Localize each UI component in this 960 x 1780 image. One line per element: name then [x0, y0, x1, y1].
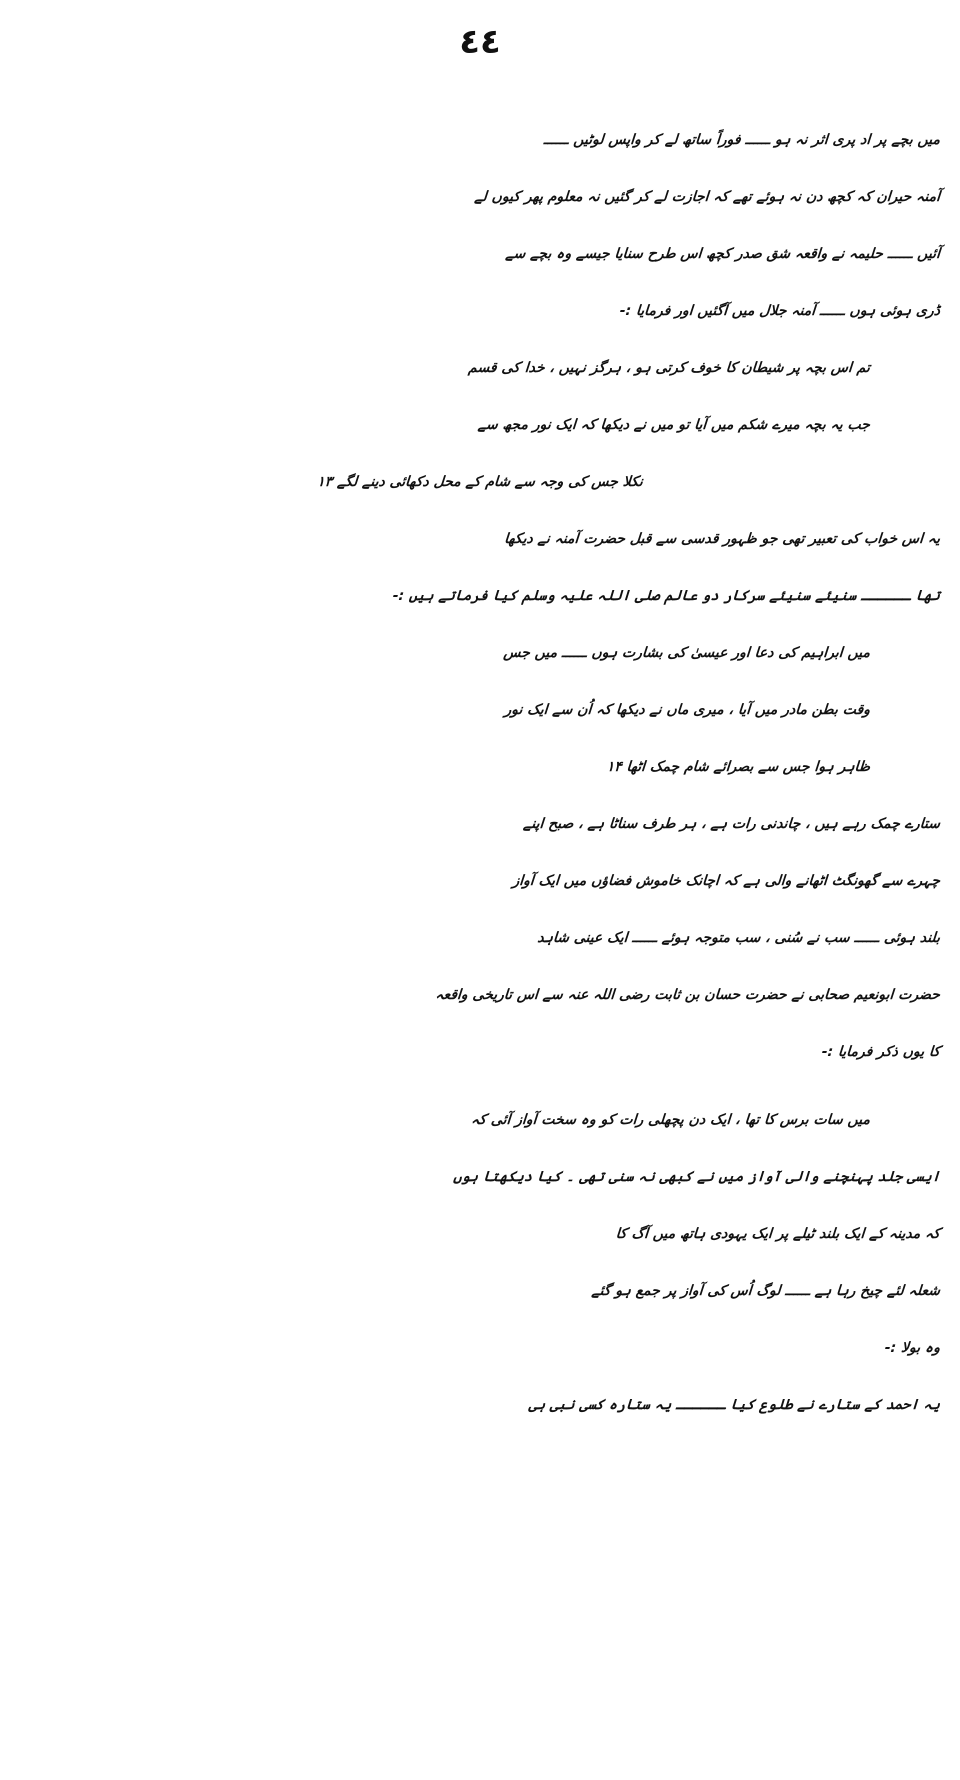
text-line: یہ اس خواب کی تعبیر تھی جو ظہور قدسی سے قبل حضرت آمنہ نے دیکھا — [503, 531, 941, 547]
text-line: چہرے سے گھونگٹ اٹھانے والی ہے کہ اچانک خاموش فضاؤں میں ایک آواز — [511, 873, 941, 889]
quote-line: ظاہر ہوا جس سے بصرائے شام چمک اٹھا ۱۴ — [606, 759, 871, 775]
quote-line: نکلا جس کی وجہ سے شام کے محل دکھائی دینے لگے ۱۳ — [316, 474, 644, 490]
text-line: ستارے چمک رہے ہیں ، چاندنی رات ہے ، ہر طرف سناٹا ہے ، صبح اپنے — [522, 816, 941, 832]
text-line: میں بچے پر اد پری اثر نہ ہو ــــــ فوراً ساتھ لے کر واپس لوٹیں ــــــ — [543, 132, 941, 148]
quote-line: میں سات برس کا تھا ، ایک دن پچھلی رات کو وہ سخت آواز آئی کہ — [470, 1112, 871, 1128]
text-line: کا یوں ذکر فرمایا :- — [821, 1044, 941, 1060]
quote-line: شعلہ لئے چیخ رہا ہے ــــــ لوگ اُس کی آواز پر جمع ہو گئے — [590, 1283, 941, 1299]
quote-line: کہ مدینہ کے ایک بلند ٹیلے پر ایک یہودی ہاتھ میں آگ کا — [615, 1226, 941, 1242]
quote-line: وہ بولا :- — [884, 1340, 941, 1356]
page-number: ٤٤ — [459, 22, 501, 62]
text-line: بلند ہوئی ــــــ سب نے سُنی ، سب متوجہ ہوئے ــــــ ایک عینی شاہد — [536, 930, 941, 946]
quote-line: جب یہ بچہ میرے شکم میں آیا تو میں نے دیکھا کہ ایک نور مجھ سے — [477, 417, 871, 433]
quote-line: تم اس بچہ پر شیطان کا خوف کرتی ہو ، ہرگز نہیں ، خدا کی قسم — [467, 360, 871, 376]
page-body — [20, 120, 940, 1442]
quote-line: یہ احمد کے ستارے نے طلوع کیا ــــــ یہ ستارہ کسی نبی ہی — [528, 1397, 941, 1413]
text-line: حضرت ابونعیم صحابی نے حضرت حسان بن ثابت رضی اللہ عنہ سے اس تاریخی واقعہ — [434, 987, 941, 1003]
text-line: ڈری ہوئی ہوں ــــــ آمنہ جلال میں آگئیں اور فرمایا :- — [619, 303, 941, 319]
quote-line: ایسی جلد پہنچنے والی آواز میں نے کبھی نہ سنی تھی ۔ کیا دیکھتا ہوں — [452, 1169, 941, 1185]
quote-line: میں ابراہیم کی دعا اور عیسیٰ کی بشارت ہوں ــــــ میں جس — [502, 645, 871, 661]
text-line: آمنہ حیران کہ کچھ دن نہ ہوئے تھے کہ اجازت لے کر گئیں نہ معلوم پھر کیوں لے — [473, 189, 941, 205]
quote-line: وقت بطن مادر میں آیا ، میری ماں نے دیکھا کہ اُن سے ایک نور — [503, 702, 871, 718]
text-line: تھا ــــــ سنیئے سنیئے سرکار دو عالم صلی اللہ علیہ وسلم کیا فرماتے ہیں :- — [392, 588, 941, 604]
text-line: آئیں ــــــ حلیمہ نے واقعہ شق صدر کچھ اس طرح سنایا جیسے وہ بچے سے — [504, 246, 941, 262]
